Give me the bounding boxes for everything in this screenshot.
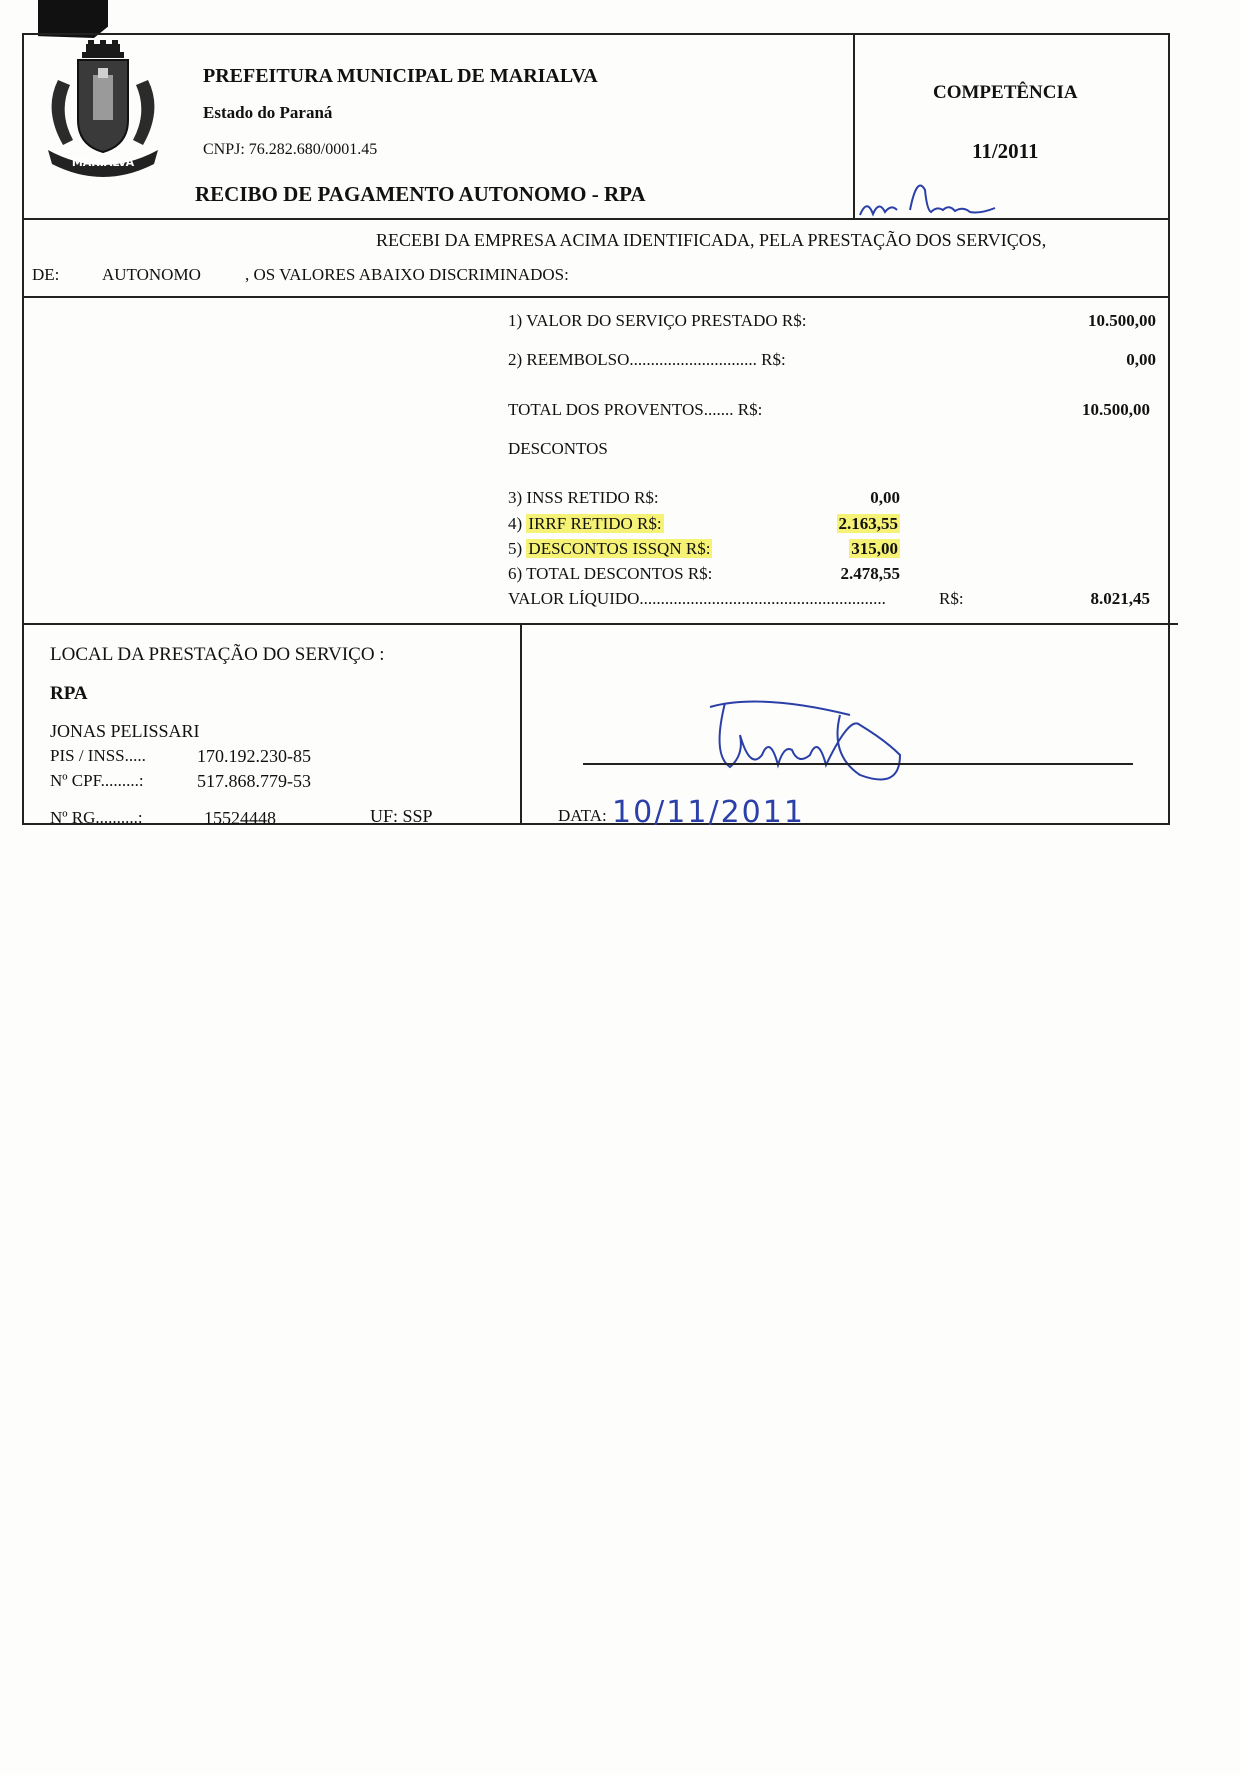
irrf-value: 2.163,55: [838, 514, 898, 533]
descontos-label: DESCONTOS: [508, 439, 608, 458]
document-title: RECIBO DE PAGAMENTO AUTONOMO - RPA: [195, 182, 646, 206]
valor-liquido-value: 8.021,45: [1090, 589, 1150, 608]
irrf-prefix: 4): [508, 514, 527, 533]
cnpj: CNPJ: 76.282.680/0001.45: [203, 141, 378, 158]
irrf-row: [508, 515, 664, 532]
reembolso-label: 2) REEMBOLSO.............................. R$:: [508, 350, 786, 369]
servico-label: 1) VALOR DO SERVIÇO PRESTADO R$:: [508, 311, 807, 330]
issqn-value-wrap: [780, 540, 900, 557]
cpf-value: 517.868.779-53: [197, 771, 311, 791]
total-proventos-value: 10.500,00: [1082, 400, 1150, 419]
coat-of-arms-text: MARIALVA: [71, 156, 135, 169]
inss-value: 0,00: [870, 488, 900, 507]
signature: [700, 695, 910, 795]
reembolso-value: 0,00: [1126, 350, 1156, 369]
coat-of-arms-logo: [38, 40, 168, 180]
pis-value: 170.192.230-85: [197, 746, 311, 766]
local-label: LOCAL DA PRESTAÇÃO DO SERVIÇO :: [50, 644, 385, 665]
issqn-value: 315,00: [851, 539, 898, 558]
valor-liquido-label: VALOR LÍQUIDO..........................................................: [508, 590, 886, 607]
intro-bottom-line: [22, 296, 1170, 298]
values-bottom-line: [22, 623, 1178, 625]
servico-value: 10.500,00: [1088, 311, 1156, 330]
total-proventos-label: TOTAL DOS PROVENTOS....... R$:: [508, 400, 763, 419]
issqn-label: DESCONTOS ISSQN R$:: [528, 539, 711, 558]
competencia-label: COMPETÊNCIA: [933, 82, 1078, 103]
state-name: Estado do Paraná: [203, 103, 333, 122]
handwritten-initials: [855, 170, 1055, 220]
issqn-prefix: 5): [508, 539, 527, 558]
payee-name: JONAS PELISSARI: [50, 721, 200, 741]
irrf-label: IRRF RETIDO R$:: [528, 514, 662, 533]
de-value: AUTONOMO: [102, 265, 201, 284]
de-label: DE:: [32, 265, 60, 284]
total-descontos-value: 2.478,55: [840, 564, 900, 583]
cpf-label: Nº CPF.........:: [50, 771, 144, 790]
org-name: PREFEITURA MUNICIPAL DE MARIALVA: [203, 65, 598, 87]
irrf-value-wrap: [780, 515, 900, 532]
competencia-value: 11/2011: [972, 139, 1039, 163]
local-value: RPA: [50, 683, 88, 704]
valor-liquido-currency: R$:: [939, 589, 964, 608]
data-value-handwritten: 10/11/2011: [612, 795, 805, 830]
rg-value: 15524448: [204, 808, 276, 828]
total-descontos-label: 6) TOTAL DESCONTOS R$:: [508, 564, 713, 583]
data-label: DATA:: [558, 806, 607, 825]
inss-label: 3) INSS RETIDO R$:: [508, 488, 659, 507]
signature-line: [583, 763, 1133, 765]
intro-line-1: RECEBI DA EMPRESA ACIMA IDENTIFICADA, PELA PRESTAÇÃO DOS SERVIÇOS,: [376, 230, 1047, 250]
pis-label: PIS / INSS.....: [50, 746, 146, 765]
intro-line-2: , OS VALORES ABAIXO DISCRIMINADOS:: [245, 265, 569, 284]
issqn-row: [508, 540, 712, 557]
rg-label: Nº RG..........:: [50, 808, 143, 827]
footer-divider: [520, 623, 522, 825]
uf-label: UF: SSP: [370, 806, 433, 826]
